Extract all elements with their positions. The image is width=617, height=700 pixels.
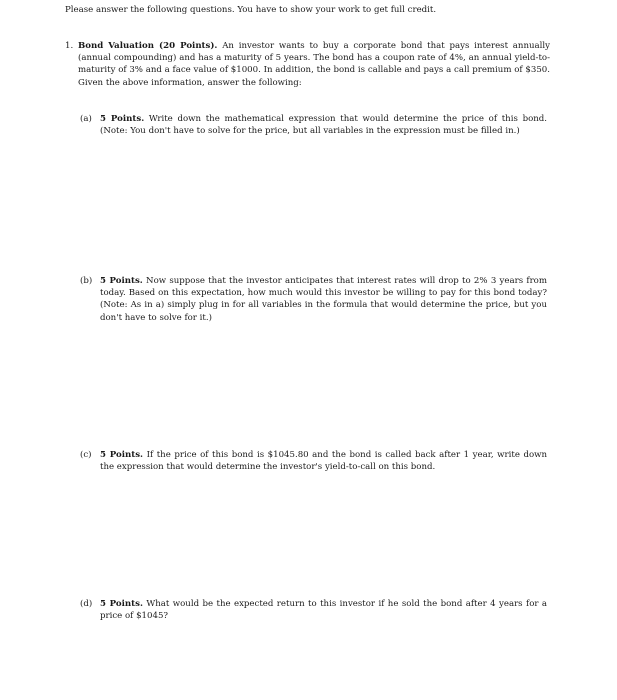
question-title: Bond Valuation (20 Points). [78,41,218,51]
part-c-points: 5 Points. [100,450,144,460]
part-d-label: (d) [80,599,93,609]
part-a-label: (a) [80,114,92,124]
part-c-text: If the price of this bond is $1045.80 and the bond is called back after 1 year, write down the expression that would determine the investor's yield-to-call on this bond. [100,450,548,473]
part-b-label: (b) [80,276,93,286]
question-1 [65,40,550,89]
question-text: An investor wants to buy a corporate bond that pays interest annually (annual compounding) and has a maturity of 5 years. The bond has a coupon rate of 4%, an annual yield-to-maturity of 3% and a face value of $1000. In addition, the bond is callable and pays a call premium of $350. Given the above information, answer the following: [78,41,551,88]
part-b-points: 5 Points. [100,276,143,286]
part-a [80,113,547,137]
question-number: 1. [65,41,74,51]
instructions-text: Please answer the following questions. You have to show your work to get full credit. [65,5,437,15]
part-d-text: What would be the expected return to this investor if he sold the bond after 4 years for a price of $1045? [100,599,548,622]
part-a-text: Write down the mathematical expression that would determine the price of this bond. (Note: You don't have to solve for the price, but all variables in the expression must be filled in.) [100,114,548,137]
part-c-label: (c) [80,450,92,460]
part-d-points: 5 Points. [100,599,143,609]
part-b-text: Now suppose that the investor anticipates that interest rates will drop to 2% 3 years from today. Based on this expectation, how much would this investor be willing to pay for this bond today? (Note: As in a) simply plug in for all variables in the formula that would determine the price, but you don't have to solve for it.) [100,276,547,323]
part-a-points: 5 Points. [100,114,145,124]
part-c [80,449,547,473]
question-body [78,40,550,89]
part-b [80,275,547,324]
part-d-body [100,598,547,622]
part-d [80,598,547,622]
part-c-body [100,449,547,473]
part-b-body [100,275,547,324]
part-a-body [100,113,547,137]
